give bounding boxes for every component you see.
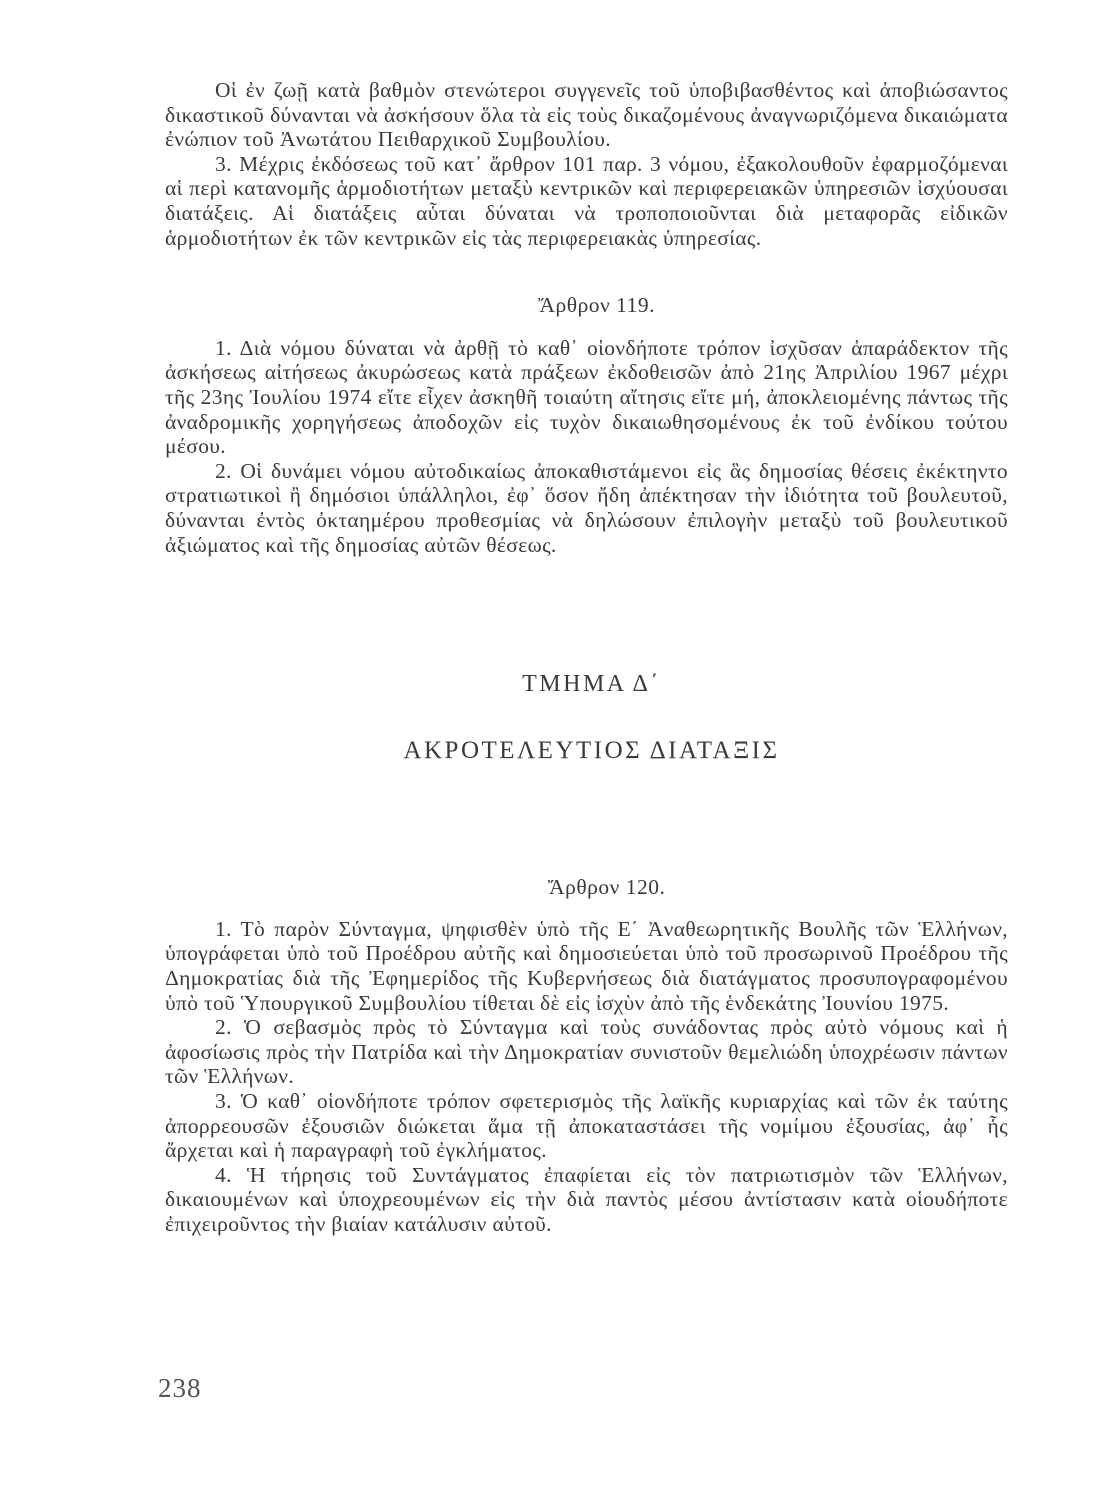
article-119-title: Ἄρθρον 119. xyxy=(538,293,655,318)
article-120-paragraph-2: 2. Ὁ σεβασμὸς πρὸς τὸ Σύνταγμα καὶ τοὺς συνάδοντας πρὸς αὐτὸ νόμους καὶ ἡ ἀφοσίωσις πρὸς τὴν Πατρίδα καὶ τὴν Δημοκρατίαν συνιστοῦν θεμελιώδη ὑποχρέωσιν πάντων τῶν Ἑλλήνων. xyxy=(165,1015,1008,1089)
article-120-title: Ἄρθρον 120. xyxy=(547,875,666,900)
section-part-heading: ΤΜΗΜΑ Δ΄ xyxy=(522,671,661,698)
article-120-paragraph-3: 3. Ὁ καθ᾿ οἱονδήποτε τρόπον σφετερισμὸς τῆς λαϊκῆς κυριαρχίας καὶ τῶν ἐκ ταύτης ἀπορρεουσῶν ἐξουσιῶν διώκεται ἅμα τῇ ἀποκαταστάσει τῆς νομίμου ἐξουσίας, ἀφ᾿ ἧς ἄρχεται καὶ ἡ παραγραφὴ τοῦ ἐγκλήματος. xyxy=(165,1089,1008,1163)
article-120-paragraph-1: 1. Τὸ παρὸν Σύνταγμα, ψηφισθὲν ὑπὸ τῆς Ε΄ Ἀναθεωρητικῆς Βουλῆς τῶν Ἑλλήνων, ὑπογράφεται ὑπὸ τοῦ Προέδρου αὐτῆς καὶ δημοσιεύεται ὑπὸ τοῦ προσωρινοῦ Προέδρου τῆς Δημοκρατίας διὰ τῆς Ἐφημερίδος τῆς Κυβερνήσεως διὰ διατάγματος προσυπογραφομένου ὑπὸ τοῦ Ὑπουργικοῦ Συμβουλίου τίθεται δὲ εἰς ἰσχὺν ἀπὸ τῆς ἑνδεκάτης Ἰουνίου 1975. xyxy=(165,916,1008,1015)
article-119-paragraph-1: 1. Διὰ νόμου δύναται νὰ ἀρθῇ τὸ καθ᾿ οἱονδήποτε τρόπον ἰσχῦσαν ἀπαράδεκτον τῆς ἀσκήσεως αἰτήσεως ἀκυρώσεως κατὰ πράξεων ἐκδοθεισῶν ἀπὸ 21ης Ἀπριλίου 1967 μέχρι τῆς 23ης Ἰουλίου 1974 εἴτε εἶχεν ἀσκηθῆ τοιαύτη αἴτησις εἴτε μή, ἀποκλειομένης πάντως τῆς ἀναδρομικῆς χορηγήσεως ἀποδοχῶν εἰς τυχὸν δικαιωθησομένους ἐκ τοῦ ἐνδίκου τούτου μέσου. xyxy=(165,335,1008,459)
paragraph-top-2: 3. Μέχρις ἐκδόσεως τοῦ κατ᾿ ἄρθρον 101 παρ. 3 νόμου, ἐξακολουθοῦν ἐφαρμοζόμεναι αἱ περὶ κατανομῆς ἁρμοδιοτήτων μεταξὺ κεντρικῶν καὶ περιφερειακῶν ὑπηρεσιῶν ἰσχύουσαι διατάξεις. Αἱ διατάξεις αὗται δύναται νὰ τροποποιοῦνται διὰ μεταφορᾶς εἰδικῶν ἁρμοδιοτήτων ἐκ τῶν κεντρικῶν εἰς τὰς περιφερειακὰς ὑπηρεσίας. xyxy=(165,151,1008,250)
article-120-paragraph-4: 4. Ἡ τήρησις τοῦ Συντάγματος ἐπαφίεται εἰς τὸν πατριωτισμὸν τῶν Ἑλλήνων, δικαιουμένων καὶ ὑποχρεουμένων εἰς τὴν διὰ παντὸς μέσου ἀντίστασιν κατὰ οἱουδήποτε ἐπιχειροῦντος τὴν βιαίαν κατάλυσιν αὐτοῦ. xyxy=(165,1162,1008,1236)
paragraph-top-1: Οἱ ἐν ζωῇ κατὰ βαθμὸν στενώτεροι συγγενεῖς τοῦ ὑποβιβασθέντος καὶ ἀποβιώσαντος δικαστικοῦ δύνανται νὰ ἀσκήσουν ὅλα τὰ εἰς τοὺς δικαζομένους ἀναγνωριζόμενα δικαιώματα ἐνώπιον τοῦ Ἀνωτάτου Πειθαρχικοῦ Συμβουλίου. xyxy=(165,78,1008,152)
article-119-paragraph-2: 2. Οἱ δυνάμει νόμου αὐτοδικαίως ἀποκαθιστάμενοι εἰς ἃς δημοσίας θέσεις ἐκέκτηντο στρατιωτικοὶ ἢ δημόσιοι ὑπάλληλοι, ἐφ᾿ ὅσον ἤδη ἀπέκτησαν τὴν ἰδιότητα τοῦ βουλευτοῦ, δύνανται ἐντὸς ὀκταημέρου προθεσμίας νὰ δηλώσουν ἐπιλογὴν μεταξὺ τοῦ βουλευτικοῦ ἀξιώματος καὶ τῆς δημοσίας αὐτῶν θέσεως. xyxy=(165,458,1008,557)
document-page xyxy=(165,78,1008,1237)
page-number: 238 xyxy=(158,1373,202,1403)
section-name-heading: ΑΚΡΟΤΕΛΕΥΤΙΟΣ ΔΙΑΤΑΞΙΣ xyxy=(403,736,780,764)
